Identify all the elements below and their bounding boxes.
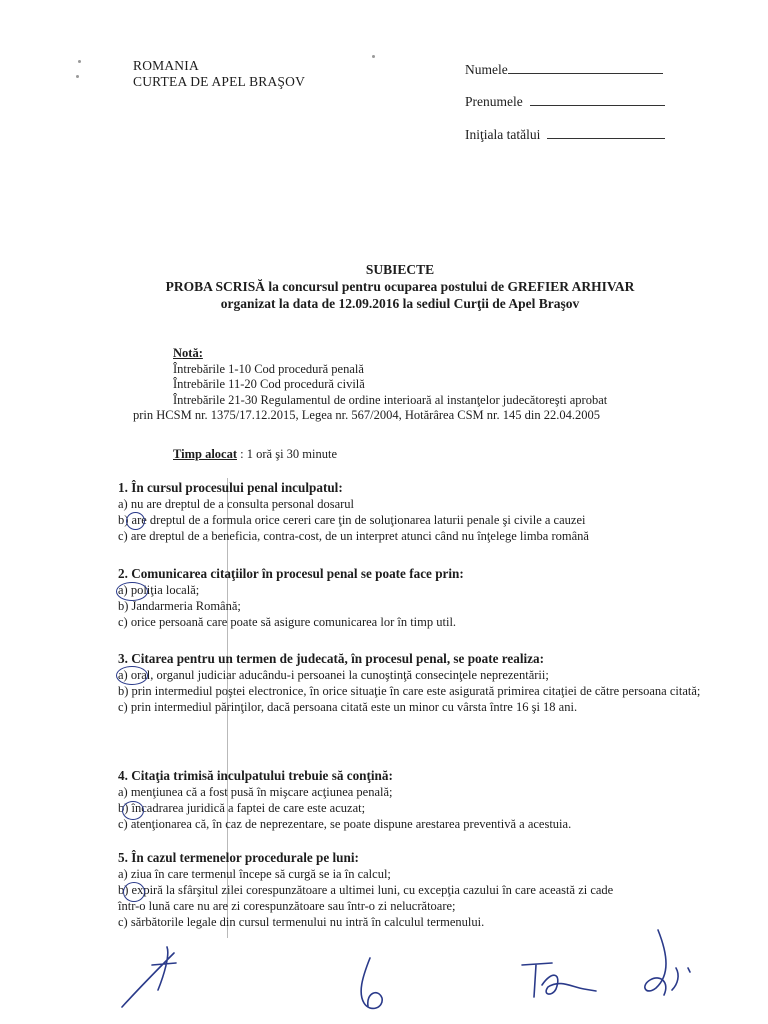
field-line[interactable] — [547, 126, 665, 139]
answer-circle — [126, 512, 145, 530]
field-line[interactable] — [508, 61, 663, 74]
question-title: 2. Comunicarea citaţiilor în procesul penal se poate face prin: — [118, 566, 464, 581]
option-a[interactable]: a) ziua în care termenul începe să curgă se ia în calcul; — [118, 867, 391, 881]
option-c[interactable]: c) prin intermediul părinţilor, dacă persoana citată este un minor cu vârsta între 16 şi 18 ani. — [118, 700, 578, 714]
answer-circle — [122, 801, 144, 820]
field-line[interactable] — [530, 93, 665, 106]
option-b[interactable]: b) are dreptul de a formula orice cereri care ţin de soluţionarea laturii penale şi civile a cauzei — [118, 513, 586, 527]
court-name: CURTEA DE APEL BRAŞOV — [133, 74, 306, 89]
field-label: Numele — [465, 62, 508, 77]
answer-circle — [116, 582, 148, 601]
signature-3-icon — [512, 945, 602, 1005]
country-name: ROMANIA — [133, 58, 199, 73]
note-item: Întrebările 11-20 Cod procedură civilă — [173, 377, 365, 392]
question-1 — [118, 479, 708, 544]
field-prenume[interactable] — [465, 93, 665, 110]
option-a[interactable]: a) nu are dreptul de a consulta personal dosarul — [118, 497, 355, 511]
answer-circle — [123, 882, 145, 902]
scan-speck — [78, 60, 81, 63]
signature-4-icon — [630, 920, 710, 1015]
note-title: Notă: — [173, 346, 203, 360]
option-c[interactable]: c) sărbătorile legale din cursul termenului nu intră în calculul termenului. — [118, 915, 485, 929]
field-label: Iniţiala tatălui — [465, 127, 541, 142]
note-continuation: prin HCSM nr. 1375/17.12.2015, Legea nr. 567/2004, Hotărârea CSM nr. 145 din 22.04.2005 — [133, 408, 600, 423]
scan-speck — [372, 55, 375, 58]
note-item: Întrebările 21-30 Regulamentul de ordine interioară al instanţelor judecătoreşti aprobat — [173, 392, 608, 407]
option-b[interactable]: b) încadrarea juridică a faptei de care este acuzat; — [118, 801, 366, 815]
heading-line-3: organizat la data de 12.09.2016 la sediul Curţii de Apel Braşov — [220, 296, 580, 311]
signature-2-icon — [348, 948, 398, 1018]
option-b[interactable]: b) Jandarmeria Română; — [118, 599, 241, 613]
question-2 — [118, 565, 708, 630]
option-a[interactable]: a) poliţia locală; — [118, 583, 200, 597]
question-title: 4. Citaţia trimisă inculpatului trebuie să conţină: — [118, 768, 393, 783]
question-title: 3. Citarea pentru un termen de judecată, în procesul penal, se poate realiza: — [118, 651, 544, 666]
question-title: 5. În cazul termenelor procedurale pe luni: — [118, 850, 359, 865]
question-5 — [118, 849, 708, 930]
time-label: Timp alocat — [173, 447, 238, 461]
heading-title: SUBIECTE — [365, 262, 435, 277]
option-a[interactable]: a) menţiunea că a fost pusă în mişcare acţiunea penală; — [118, 785, 393, 799]
field-initiala[interactable] — [465, 126, 665, 143]
note-item: Întrebările 1-10 Cod procedură penală — [173, 361, 364, 376]
note-block — [133, 346, 693, 424]
question-title: 1. În cursul procesului penal inculpatul: — [118, 480, 343, 495]
option-b[interactable]: b) expiră la sfârşitul zilei corespunzătoare a ultimei luni, cu excepţia cazului în care această zi cade într-o lună care nu are zi corespunzătoare sau într-o zi nelucrătoare; — [118, 883, 614, 913]
time-value: : 1 oră şi 30 minute — [237, 447, 338, 461]
heading-line-2: PROBA SCRISĂ la concursul pentru ocuparea postului de GREFIER ARHIVAR — [165, 279, 635, 294]
answer-circle — [116, 666, 148, 685]
field-label: Prenumele — [465, 94, 523, 109]
option-b[interactable]: b) prin intermediul poştei electronice, în orice situaţie în care este asigurată primirea citaţiei de către persoana citată; — [118, 684, 701, 698]
scan-speck — [76, 75, 79, 78]
option-c[interactable]: c) orice persoană care poate să asigure comunicarea lor în timp util. — [118, 615, 457, 629]
option-c[interactable]: c) atenţionarea că, în caz de neprezentare, se poate dispune arestarea preventivă a acestuia. — [118, 817, 572, 831]
time-allotted — [173, 447, 337, 462]
option-a[interactable]: a) oral, organul judiciar aducându-i persoanei la cunoştinţă consecinţele neprezentării; — [118, 668, 549, 682]
institution-block — [133, 58, 305, 90]
field-nume[interactable] — [465, 61, 663, 78]
question-4 — [118, 767, 708, 832]
option-c[interactable]: c) are dreptul de a beneficia, contra-cost, de un interpret atunci când nu înţelege limba română — [118, 529, 589, 543]
signature-1-icon — [112, 935, 202, 1015]
question-3 — [118, 650, 708, 715]
